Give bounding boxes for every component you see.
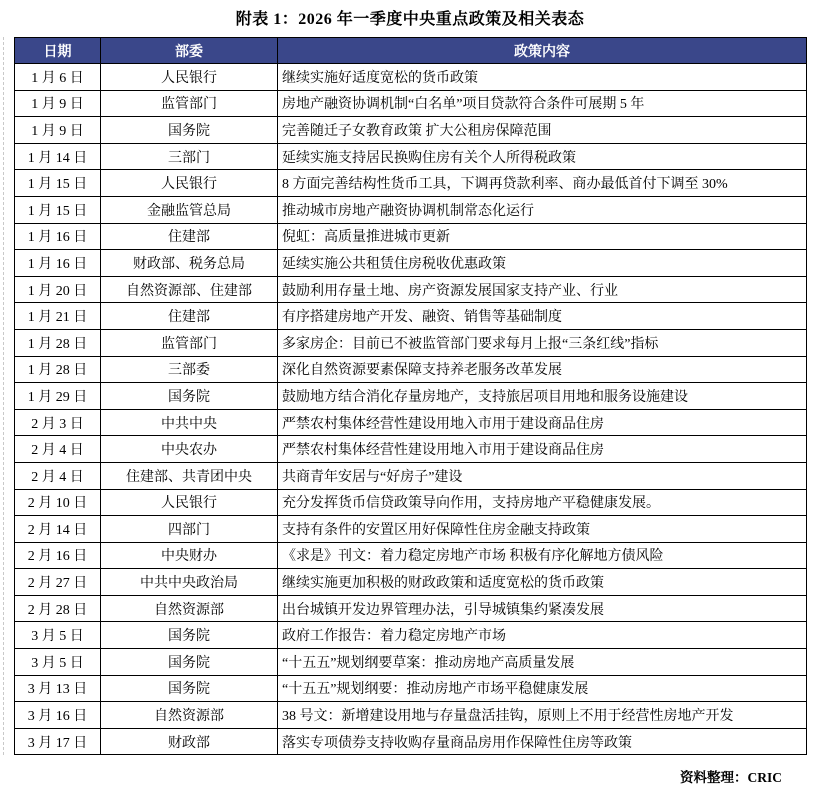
table-row	[15, 196, 807, 223]
table-row	[15, 516, 807, 543]
table-row	[15, 250, 807, 277]
table-row	[15, 329, 807, 356]
page-margin-dashed-line	[3, 37, 4, 755]
date-cell: 1 月 28 日	[15, 356, 101, 383]
policy-cell: 支持有条件的安置区用好保障性住房金融支持政策	[278, 516, 807, 543]
date-cell: 1 月 9 日	[15, 117, 101, 144]
date-cell: 1 月 9 日	[15, 90, 101, 117]
policy-table	[14, 37, 807, 755]
date-cell: 2 月 16 日	[15, 542, 101, 569]
ministry-cell: 财政部、税务总局	[101, 250, 278, 277]
table-row	[15, 223, 807, 250]
ministry-cell: 人民银行	[101, 170, 278, 197]
date-cell: 2 月 10 日	[15, 489, 101, 516]
ministry-cell: 四部门	[101, 516, 278, 543]
policy-cell: 8 方面完善结构性货币工具，下调再贷款利率、商办最低首付下调至 30%	[278, 170, 807, 197]
policy-cell: 延续实施支持居民换购住房有关个人所得税政策	[278, 143, 807, 170]
date-cell: 3 月 17 日	[15, 728, 101, 755]
policy-cell: 继续实施更加积极的财政政策和适度宽松的货币政策	[278, 569, 807, 596]
date-cell: 2 月 27 日	[15, 569, 101, 596]
ministry-cell: 金融监管总局	[101, 196, 278, 223]
policy-cell: 房地产融资协调机制“白名单”项目贷款符合条件可展期 5 年	[278, 90, 807, 117]
policy-cell: 出台城镇开发边界管理办法，引导城镇集约紧凑发展	[278, 595, 807, 622]
policy-cell: 严禁农村集体经营性建设用地入市用于建设商品住房	[278, 436, 807, 463]
date-cell: 2 月 3 日	[15, 409, 101, 436]
table-row	[15, 569, 807, 596]
policy-cell: 完善随迁子女教育政策 扩大公租房保障范围	[278, 117, 807, 144]
policy-cell: 38 号文：新增建设用地与存量盘活挂钩，原则上不用于经营性房地产开发	[278, 702, 807, 729]
date-cell: 1 月 29 日	[15, 383, 101, 410]
table-row	[15, 383, 807, 410]
date-cell: 2 月 28 日	[15, 595, 101, 622]
policy-cell: 倪虹：高质量推进城市更新	[278, 223, 807, 250]
ministry-cell: 监管部门	[101, 90, 278, 117]
date-cell: 3 月 5 日	[15, 622, 101, 649]
source-note: 资料整理：CRIC	[679, 770, 782, 785]
date-cell: 1 月 20 日	[15, 276, 101, 303]
table-row	[15, 675, 807, 702]
policy-cell: 鼓励地方结合消化存量房地产，支持旅居项目用地和服务设施建设	[278, 383, 807, 410]
table-row	[15, 64, 807, 91]
col-header-ministry: 部委	[101, 38, 278, 64]
date-cell: 1 月 28 日	[15, 329, 101, 356]
ministry-cell: 国务院	[101, 117, 278, 144]
ministry-cell: 三部委	[101, 356, 278, 383]
ministry-cell: 住建部、共青团中央	[101, 462, 278, 489]
header-row	[15, 38, 807, 64]
date-cell: 1 月 15 日	[15, 196, 101, 223]
ministry-cell: 监管部门	[101, 329, 278, 356]
ministry-cell: 中央财办	[101, 542, 278, 569]
date-cell: 2 月 4 日	[15, 462, 101, 489]
table-row	[15, 356, 807, 383]
policy-cell: “十五五”规划纲要：推动房地产市场平稳健康发展	[278, 675, 807, 702]
ministry-cell: 财政部	[101, 728, 278, 755]
policy-cell: “十五五”规划纲要草案：推动房地产高质量发展	[278, 649, 807, 676]
policy-cell: 深化自然资源要素保障支持养老服务改革发展	[278, 356, 807, 383]
date-cell: 1 月 15 日	[15, 170, 101, 197]
ministry-cell: 三部门	[101, 143, 278, 170]
table-row	[15, 462, 807, 489]
ministry-cell: 国务院	[101, 675, 278, 702]
ministry-cell: 国务院	[101, 649, 278, 676]
ministry-cell: 中共中央	[101, 409, 278, 436]
policy-cell: 鼓励利用存量土地、房产资源发展国家支持产业、行业	[278, 276, 807, 303]
ministry-cell: 国务院	[101, 622, 278, 649]
date-cell: 1 月 14 日	[15, 143, 101, 170]
table-row	[15, 489, 807, 516]
policy-cell: 共商青年安居与“好房子”建设	[278, 462, 807, 489]
policy-cell: 严禁农村集体经营性建设用地入市用于建设商品住房	[278, 409, 807, 436]
ministry-cell: 中共中央政治局	[101, 569, 278, 596]
table-row	[15, 90, 807, 117]
table-row	[15, 542, 807, 569]
ministry-cell: 人民银行	[101, 489, 278, 516]
policy-cell: 继续实施好适度宽松的货币政策	[278, 64, 807, 91]
col-header-date: 日期	[15, 38, 101, 64]
table-row	[15, 728, 807, 755]
table-row	[15, 170, 807, 197]
date-cell: 3 月 13 日	[15, 675, 101, 702]
table-row	[15, 622, 807, 649]
date-cell: 1 月 16 日	[15, 223, 101, 250]
table-row	[15, 649, 807, 676]
date-cell: 2 月 14 日	[15, 516, 101, 543]
policy-cell: 落实专项债券支持收购存量商品房用作保障性住房等政策	[278, 728, 807, 755]
date-cell: 1 月 21 日	[15, 303, 101, 330]
ministry-cell: 自然资源部、住建部	[101, 276, 278, 303]
date-cell: 3 月 16 日	[15, 702, 101, 729]
date-cell: 1 月 6 日	[15, 64, 101, 91]
table-row	[15, 276, 807, 303]
ministry-cell: 住建部	[101, 223, 278, 250]
ministry-cell: 住建部	[101, 303, 278, 330]
date-cell: 2 月 4 日	[15, 436, 101, 463]
ministry-cell: 中央农办	[101, 436, 278, 463]
table-row	[15, 303, 807, 330]
policy-cell: 有序搭建房地产开发、融资、销售等基础制度	[278, 303, 807, 330]
ministry-cell: 人民银行	[101, 64, 278, 91]
policy-cell: 延续实施公共租赁住房税收优惠政策	[278, 250, 807, 277]
col-header-policy: 政策内容	[278, 38, 807, 64]
policy-cell: 推动城市房地产融资协调机制常态化运行	[278, 196, 807, 223]
date-cell: 3 月 5 日	[15, 649, 101, 676]
date-cell: 1 月 16 日	[15, 250, 101, 277]
policy-cell: 政府工作报告：着力稳定房地产市场	[278, 622, 807, 649]
table-row	[15, 436, 807, 463]
table-row	[15, 595, 807, 622]
policy-cell: 多家房企：目前已不被监管部门要求每月上报“三条红线”指标	[278, 329, 807, 356]
ministry-cell: 自然资源部	[101, 595, 278, 622]
page-title: 附表 1：2026 年一季度中央重点政策及相关表态	[235, 11, 585, 28]
table-row	[15, 117, 807, 144]
table-row	[15, 702, 807, 729]
ministry-cell: 国务院	[101, 383, 278, 410]
table-row	[15, 409, 807, 436]
table-row	[15, 143, 807, 170]
ministry-cell: 自然资源部	[101, 702, 278, 729]
policy-cell: 充分发挥货币信贷政策导向作用，支持房地产平稳健康发展。	[278, 489, 807, 516]
policy-table-body	[15, 64, 807, 755]
policy-cell: 《求是》刊文：着力稳定房地产市场 积极有序化解地方债风险	[278, 542, 807, 569]
